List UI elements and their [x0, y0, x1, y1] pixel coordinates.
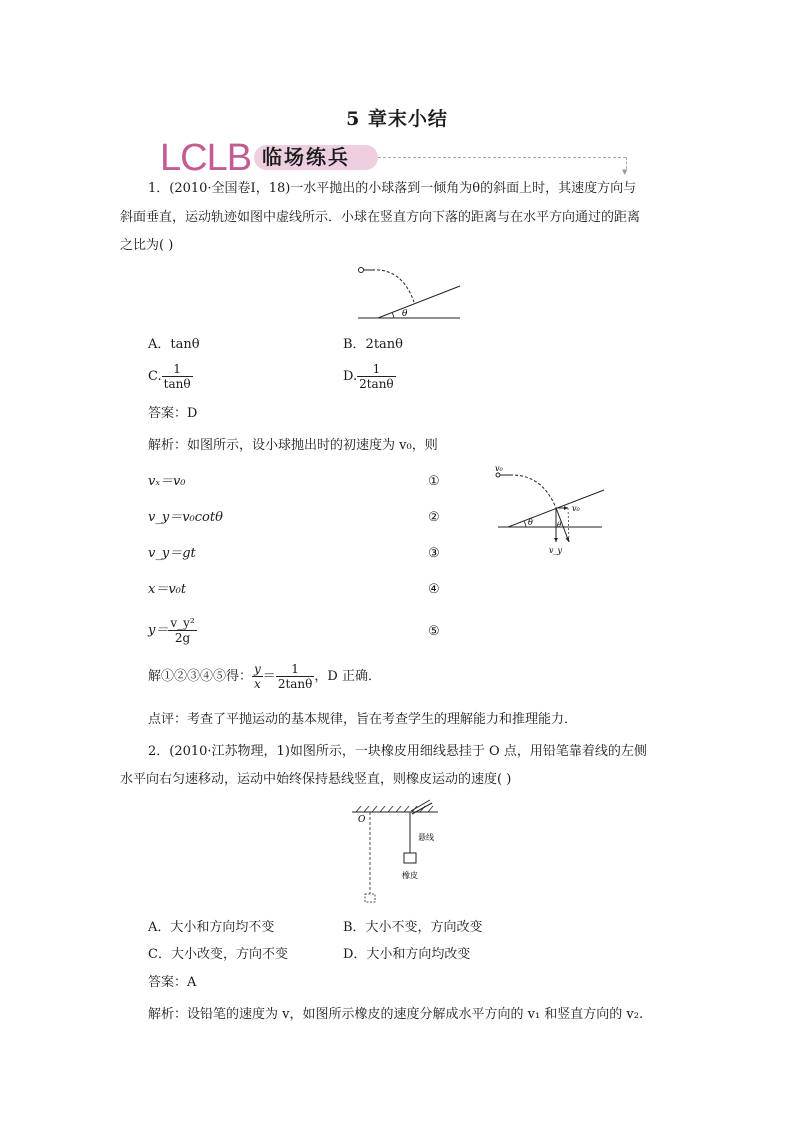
- q2-answer: 答案：A: [148, 975, 197, 990]
- q1-solution-fraction: $\frac{1}{2\tan\theta}$: [277, 662, 313, 691]
- string-label: 悬线: [418, 833, 434, 842]
- q1-eq5-fraction: $\frac{\text{v\_y²}}{2g}$: [170, 616, 195, 645]
- banner-logo: LCLB: [160, 137, 252, 179]
- incline-line: [378, 286, 460, 318]
- angle-label: θ: [528, 518, 533, 527]
- q1-answer: 答案：D: [148, 406, 198, 421]
- q1-option-c-num: 1: [162, 362, 193, 377]
- q1-eq3: v_y＝gt: [148, 546, 196, 561]
- angle-arc: [392, 313, 394, 319]
- ball-icon: [359, 268, 364, 273]
- eraser-label: 橡皮: [402, 871, 418, 880]
- q2-figure: [348, 798, 448, 908]
- angle-arc: [524, 521, 526, 527]
- q1-option-d-fraction: [357, 362, 396, 391]
- angle-label-2: θ: [557, 521, 562, 529]
- q1-eq5: y＝ $\frac{\text{v\_y²}}{2g}$: [148, 616, 195, 645]
- q1-option-d-prefix: D.: [343, 369, 358, 384]
- q1-mark2: ②: [428, 510, 440, 525]
- q1-mark4: ④: [428, 582, 440, 597]
- v-arrowhead: [566, 538, 570, 543]
- trajectory-path: [372, 270, 414, 302]
- q1-stem-line3: 之比为( ): [120, 238, 174, 253]
- banner-arrow-icon: ▼: [622, 168, 628, 176]
- trajectory-path: [510, 475, 556, 508]
- q2-stem-line1: 2．(2010·江苏物理，1)如图所示，一块橡皮用细线悬挂于 O 点，用铅笔靠着线的左侧: [148, 744, 647, 759]
- eraser-initial-position: [365, 894, 375, 902]
- q2-option-b: B．大小不变，方向改变: [343, 920, 483, 935]
- q1-solution: 解①②③④⑤得： $\frac{y}{x}$ ＝ $\frac{1}{2\tan\theta}$ ，D 正确．: [148, 662, 381, 691]
- vy-arrowhead: [554, 538, 558, 542]
- q2-analysis: 解析：设铅笔的速度为 v，如图所示橡皮的速度分解成水平方向的 v₁ 和竖直方向的 v₂.: [148, 1007, 644, 1022]
- q1-option-c-den: tanθ: [163, 377, 191, 391]
- q1-stem-line1: 1．(2010·全国卷Ⅰ，18)一水平抛出的小球落到一倾角为θ的斜面上时，其速度方向与: [148, 181, 637, 196]
- q1-option-d-den: 2tanθ: [359, 377, 394, 391]
- ball-icon: [496, 473, 500, 477]
- point-o-label: O: [358, 815, 366, 825]
- q1-eq2: v_y＝v₀cotθ: [148, 510, 223, 525]
- q1-stem-line2: 斜面垂直，运动轨迹如图中虚线所示．小球在竖直方向下落的距离与在水平方向通过的距离: [120, 210, 641, 225]
- v0-label: v₀: [572, 504, 580, 513]
- q1-analysis-figure: [492, 462, 608, 556]
- q2-option-c: C．大小改变，方向不变: [148, 947, 288, 962]
- q1-mark5: ⑤: [428, 624, 440, 639]
- q2-option-a: A．大小和方向均不变: [148, 920, 275, 935]
- q1-eq4: x＝v₀t: [148, 582, 187, 597]
- q1-option-a: A．tanθ: [148, 337, 200, 352]
- parallelogram-side: [568, 508, 569, 542]
- banner-divider: [378, 157, 626, 158]
- v0-arrowhead: [564, 506, 568, 510]
- q1-comment: 点评：考查了平抛运动的基本规律，旨在考查学生的理解能力和推理能力．: [148, 712, 578, 727]
- eraser-icon: [404, 853, 416, 863]
- q1-mark3: ③: [428, 546, 440, 561]
- q1-option-b: B．2tanθ: [343, 337, 403, 352]
- q2-stem-line2: 水平向右匀速移动，运动中始终保持悬线竖直，则橡皮运动的速度( ): [120, 772, 512, 787]
- angle-label: θ: [402, 309, 408, 319]
- banner-label: 临场练兵: [262, 145, 350, 169]
- page-title: 5 章末小结: [346, 108, 448, 130]
- q1-figure: [350, 262, 470, 324]
- q1-option-c-fraction: [162, 362, 193, 391]
- q2-option-d: D．大小和方向均改变: [343, 947, 471, 962]
- q1-option-d: [343, 362, 396, 391]
- q1-solution-yx: $\frac{y}{x}$: [254, 662, 261, 691]
- q1-option-c: [148, 362, 193, 391]
- q1-option-d-num: 1: [357, 362, 396, 377]
- q1-option-c-prefix: C.: [148, 369, 162, 384]
- q1-analysis: 解析：如图所示，设小球抛出时的初速度为 v₀，则: [148, 438, 438, 453]
- v0-label-start: v₀: [495, 464, 503, 473]
- q1-mark1: ①: [428, 474, 440, 489]
- q1-eq1: vₓ＝v₀: [148, 474, 186, 489]
- vy-label: v_y: [549, 546, 563, 555]
